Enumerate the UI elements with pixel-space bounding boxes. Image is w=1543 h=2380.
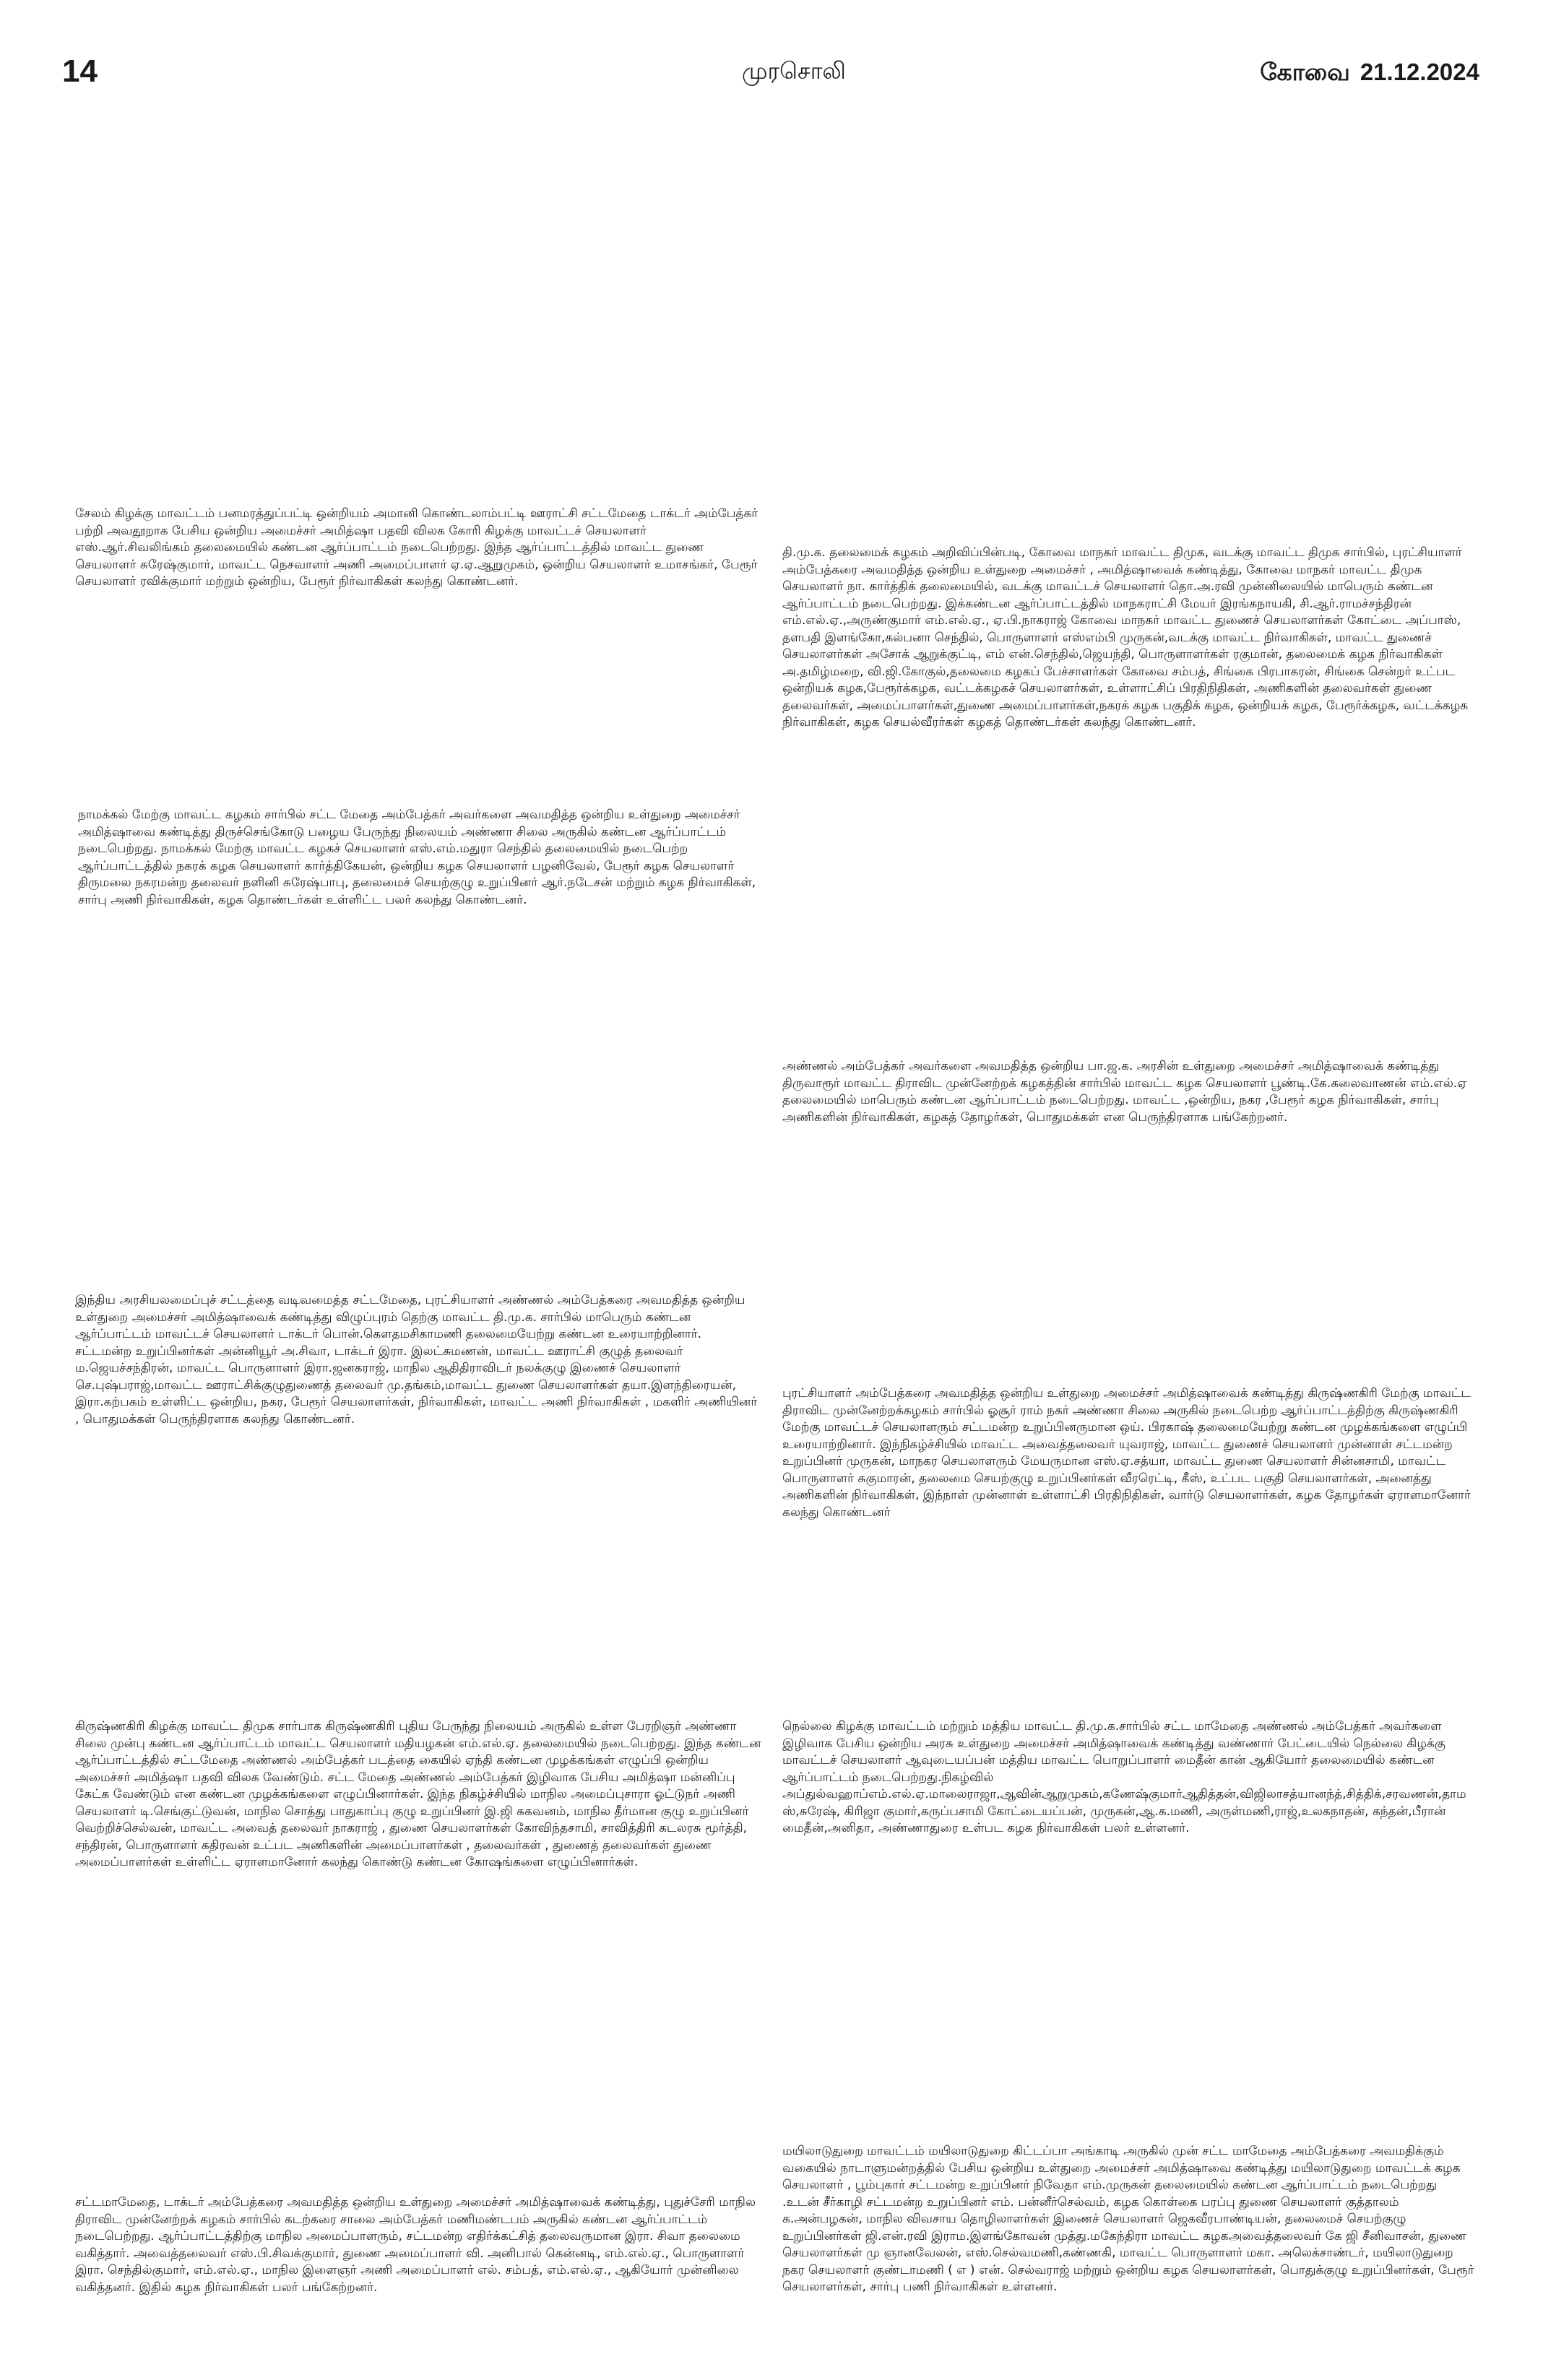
news-item-villupuram: இந்திய அரசியலமைப்புச் சட்டத்தை வடிவமைத்த சட்டமேதை, புரட்சியாளர் அண்ணல் அம்பேத்கரை அவமதித்த ஒன்றிய உள்துறை அமைச்சர் அமித்ஷாவைக் கண்டித்து விழுப்புரம் தெற்கு மாவட்ட தி.மு.க. சார்பில் மாபெரும் கண்டன ஆர்ப்பாட்டம் மாவட்டச் செயலாளர் டாக்டர் பொன்.கௌதமசிகாமணி தலைமையேற்று கண்டன உரையாற்றினார். சட்டமன்ற உறுப்பினர்கள் அன்னியூர் அ.சிவா, டாக்டர் இரா. இலட்சுமணன், மாவட்ட ஊராட்சி குழுத் தலைவர் ம.ஜெயச்சந்திரன், மாவட்ட பொருளாளர் இரா.ஜனகராஜ், மாநில ஆதிதிராவிடர் நலக்குழு இணைச் செயலாளர் செ.புஷ்பராஜ்,மாவட்ட ஊராட்சிக்குழுதுணைத் தலைவர் மு.தங்கம்,மாவட்ட துணை செயலாளர்கள் தயா.இளந்திரையன், இரா.கற்பகம் உள்ளிட்ட ஒன்றிய, நகர, பேரூர் செயலாளர்கள், நிர்வாகிகள், மாவட்ட அணி நிர்வாகிகள் , மகளிர் அணியினர் , பொதுமக்கள் பெருந்திரளாக கலந்து கொண்டனர்.	[75, 1293, 758, 1427]
page-number: 14	[62, 53, 98, 89]
news-item-namakkal: நாமக்கல் மேற்கு மாவட்ட கழகம் சார்பில் சட்ட மேதை அம்பேத்கர் அவர்களை அவமதித்த ஒன்றிய உள்துறை அமைச்சர் அமித்ஷாவை கண்டித்து திருச்செங்கோடு பழைய பேருந்து நிலையம் அண்ணா சிலை அருகில் கண்டன ஆர்ப்பாட்டம் நடைபெற்றது. நாமக்கல் மேற்கு மாவட்ட கழகச் செயலாளர் எஸ்.எம்.மதுரா செந்தில் தலைமையில் நடைபெற்ற ஆர்ப்பாட்டத்தில் நகரக் கழக செயலாளர் கார்த்திகேயன், ஒன்றிய கழக செயலாளர் பழனிவேல், பேரூர் கழக செயலாளர் திருமலை நகரமன்ற தலைவர் நளினி சுரேஷ்பாபு, தலைமைச் செயற்குழு உறுப்பினர் ஆர்.நடேசன் மற்றும் கழக நிர்வாகிகள், சார்பு அணி நிர்வாகிகள், கழக தொண்டர்கள் உள்ளிட்ட பலர் கலந்து கொண்டனர்.	[78, 808, 756, 907]
news-item-salem: சேலம் கிழக்கு மாவட்டம் பனமரத்துப்பட்டி ஒன்றியம் அமானி கொண்டலாம்பட்டி ஊராட்சி சட்டமேதை டாக்டர் அம்பேத்கர் பற்றி அவதூறாக பேசிய ஒன்றிய அமைச்சர் அமித்ஷா பதவி விலக கோரி கிழக்கு மாவட்டச் செயலாளர் எஸ்.ஆர்.சிவலிங்கம் தலைமையில் கண்டன ஆர்ப்பாட்டம் நடைபெற்றது. இந்த ஆர்ப்பாட்டத்தில் மாவட்ட துணை செயலாளர் சுரேஷ்குமார், மாவட்ட நெசவாளர் அணி அமைப்பாளர் ஏ.ஏ.ஆறுமுகம், ஒன்றிய செயலாளர் உமாசங்கர், பேரூர் செயலாளர் ரவிக்குமார் மற்றும் ஒன்றிய, பேரூர் நிர்வாகிகள் கலந்து கொண்டனர்.	[75, 506, 758, 589]
news-item-puducherry: சட்டமாமேதை, டாக்டர் அம்பேத்கரை அவமதித்த ஒன்றிய உள்துறை அமைச்சர் அமித்ஷாவைக் கண்டித்து, புதுச்சேரி மாநில திராவிட முன்னேற்றக் கழகம் சார்பில் கடற்கரை சாலை அம்பேத்கர் மணிமண்டபம் அருகில் கண்டன ஆர்ப்பாட்டம் நடைபெற்றது. ஆர்ப்பாட்டத்திற்கு மாநில அமைப்பாளரும், சட்டமன்ற எதிர்க்கட்சித் தலைவருமான இரா. சிவா தலைமை வகித்தார். அவைத்தலைவர் எஸ்.பி.சிவக்குமார், துணை அமைப்பாளர் வி. அனிபால் கென்னடி, எம்.எல்.ஏ., பொருளாளர் இரா. செந்தில்குமார், எம்.எல்.ஏ., மாநில இளைஞர் அணி அமைப்பாளர் எல். சம்பத், எம்.எல்.ஏ., ஆகியோர் முன்னிலை வகித்தனர். இதில் கழக நிர்வாகிகள் பலர் பங்கேற்றனர்.	[75, 2195, 756, 2295]
news-item-krishnagiri: கிருஷ்ணகிரி கிழக்கு மாவட்ட திமுக சார்பாக கிருஷ்ணகிரி புதிய பேருந்து நிலையம் அருகில் உள்ள பேரறிஞர் அண்ணா சிலை முன்பு கண்டன ஆர்ப்பாட்டம் மாவட்ட செயலாளர் மதியழகன் எம்.எல்.ஏ. தலைமையில் நடைபெற்றது. இந்த கண்டன ஆர்ப்பாட்டத்தில் சட்டமேதை அண்ணல் அம்பேத்கர் படத்தை கையில் ஏந்தி கண்டன முழக்கங்கள் எழுப்பி ஒன்றிய அமைச்சர் அமித்ஷா பதவி விலக வேண்டும். சட்ட மேதை அண்ணல் அம்பேத்கர் இழிவாக பேசிய அமித்ஷா மன்னிப்பு கேட்க வேண்டும் என கண்டன முழக்கங்களை எழுப்பினார்கள். இந்த நிகழ்ச்சியில் மாநில அமைப்புசாரா ஓட்டுநர் அணி செயலாளர் டி.செங்குட்டுவன், மாநில சொத்து பாதுகாப்பு குழு உறுப்பினர் இ.ஜி சுகவனம், மாநில தீர்மான குழு உறுப்பினர் வெற்றிச்செல்வன், மாவட்ட அவைத் தலைவர் நாகராஜ் , துணை செயலாளர்கள் கோவிந்தசாமி, சாவித்திரி கடலரசு மூர்த்தி, சந்திரன், பொருளாளர் கதிரவன் உட்பட அணிகளின் அமைப்பாளர்கள் , தலைவர்கள் , துணைத் தலைவர்கள் துணை அமைப்பாளர்கள் உள்ளிட்ட ஏராளமானோர் கலந்து கொண்டு கண்டன கோஷங்களை எழுப்பினார்கள்.	[75, 1719, 761, 1869]
news-item-thiruvarur: அண்ணல் அம்பேத்கர் அவர்களை அவமதித்த ஒன்றிய பா.ஜ.க. அரசின் உள்துறை அமைச்சர் அமித்ஷாவைக் கண்டித்து திருவாரூர் மாவட்ட திராவிட முன்னேற்றக் கழகத்தின் சார்பில் மாவட்ட கழக செயலாளர் பூண்டி.கே.கலைவாணன் எம்.எல்.ஏ தலைமையில் மாபெரும் கண்டன ஆர்ப்பாட்டம் நடைபெற்றது. மாவட்ட ,ஒன்றிய, நகர ,பேரூர் கழக நிர்வாகிகள், சார்பு அணிகளின் நிர்வாகிகள், கழகத் தோழர்கள், பொதுமக்கள் என பெருந்திரளாக பங்கேற்றனர்.	[782, 1059, 1467, 1125]
edition-name: கோவை	[1260, 59, 1350, 85]
news-item-hosur: புரட்சியாளர் அம்பேத்கரை அவமதித்த ஒன்றிய உள்துறை அமைச்சர் அமித்ஷாவைக் கண்டித்து கிருஷ்ணகிரி மேற்கு மாவட்ட திராவிட முன்னேற்றக்கழகம் சார்பில் ஓசூர் ராம் நகர் அண்ணா சிலை அருகில் நடைபெற்ற ஆர்ப்பாட்டத்திற்கு கிருஷ்ணகிரி மேற்கு மாவட்டச் செயலாளரும் சட்டமன்ற உறுப்பினருமான ஒய். பிரகாஷ் தலைமையேற்று கண்டன முழக்கங்களை எழுப்பி உரையாற்றினார். இந்நிகழ்ச்சியில் மாவட்ட அவைத்தலைவர் யுவராஜ், மாவட்ட துணைச் செயலாளர் முன்னாள் சட்டமன்ற உறுப்பினர் முருகன், மாநகர செயலாளரும் மேயருமான எஸ்.ஏ.சத்யா, மாவட்ட துணை செயலாளர் சின்னசாமி, மாவட்ட பொருளாளர் சுகுமாரன், தலைமை செயற்குழு உறுப்பினர்கள் வீரரெட்டி, கீஸ், உட்பட பகுதி செயலாளர்கள், அனைத்து அணிகளின் நிர்வாகிகள், இந்நாள் முன்னாள் உள்ளாட்சி பிரதிநிதிகள், வார்டு செயலாளர்கள், கழக தோழர்கள் ஏராளமானோர் கலந்து கொண்டனர்	[782, 1386, 1471, 1520]
news-item-mayiladuthurai: மயிலாடுதுறை மாவட்டம் மயிலாடுதுறை கிட்டப்பா அங்காடி அருகில் முன் சட்ட மாமேதை அம்பேத்கரை அவமதிக்கும் வகையில் நாடாளுமன்றத்தில் பேசிய ஒன்றிய உள்துறை அமைச்சர் அமித்ஷாவை கண்டித்து மயிலாடுதுறை மாவட்டக் கழக செயலாளர் , பூம்புகார் சட்டமன்ற உறுப்பினர் நிவேதா எம்.முருகன் தலைமையில் கண்டன ஆர்ப்பாட்டம் நடைபெற்றது .உடன் சீர்காழி சட்டமன்ற உறுப்பினர் எம். பன்னீர்செல்வம், கழக கொள்கை பரப்பு துணை செயலாளர் குத்தாலம் க.அன்பழகன், மாநில விவசாய தொழிலாளர்கள் இணைச் செயலாளர் ஜெகவீரபாண்டியன், தலைமைச் செயற்குழு உறுப்பினர்கள் ஜி.என்.ரவி இராம.இளங்கோவன் முத்து.மகேந்திரா மாவட்ட கழகஅவைத்தலைவர் கே ஜி சீனிவாசன், துணை செயலாளர்கள் மு ஞானவேலன், எஸ்.செல்வமணி,கண்ணகி, மாவட்ட பொருளாளர் மகா. அலெக்சாண்டர், மயிலாடுதுறை நகர செயலாளர் குண்டாமணி ( எ ) என். செல்வராஜ் மற்றும் ஒன்றிய கழக செயலாளர்கள், பொதுக்குழு உறுப்பினர்கள், பேரூர் செயலாளர்கள், சார்பு பணி நிர்வாகிகள் உள்ளனர்.	[782, 2144, 1474, 2294]
edition-dateline	[1260, 58, 1479, 87]
edition-date: 21.12.2024	[1360, 59, 1479, 85]
news-item-coimbatore: தி.மு.க. தலைமைக் கழகம் அறிவிப்பின்படி, கோவை மாநகர் மாவட்ட திமுக, வடக்கு மாவட்ட திமுக சார்பில், புரட்சியாளர் அம்பேத்கரை அவமதித்த ஒன்றிய உள்துறை அமைச்சர் , அமித்ஷாவைக் கண்டித்து, கோவை மாநகர் மாவட்ட திமுக செயலாளர் நா. கார்த்திக் தலைமையில், வடக்கு மாவட்டச் செயலாளர் தொ.அ.ரவி முன்னிலையில் மாபெரும் கண்டன ஆர்ப்பாட்டம் நடைபெற்றது. இக்கண்டன ஆர்ப்பாட்டத்தில் மாநகராட்சி மேயர் இரங்கநாயகி, சி.ஆர்.ராமச்சந்திரன் எம்.எல்.ஏ.,அருண்குமார் எம்.எல்.ஏ., ஏ.பி.நாகராஜ் கோவை மாநகர் மாவட்ட துணைச் செயலாளர்கள் கோட்டை அப்பாஸ், தளபதி இளங்கோ,கல்பனா செந்தில், பொருளாளர் எஸ்எம்பி முருகன்,வடக்கு மாவட்ட நிர்வாகிகள், மாவட்ட துணைச் செயலாளர்கள் அசோக் ஆறுக்குட்டி, எம் என்.செந்தில்,ஜெயந்தி, பொருளாளர்கள் ரகுமான், தலைமைக் கழக நிர்வாகிகள் அ.தமிழ்மறை, வி.ஜி.கோகுல்,தலைமை கழகப் பேச்சாளர்கள் கோவை சம்பத், சிங்கை பிரபாகரன், சிங்கை சென்றர் உட்பட ஒன்றியக் கழக,பேரூர்க்கழக, வட்டக்கழகச் செயலாளர்கள், உள்ளாட்சிப் பிரதிநிதிகள், அணிகளின் தலைவர்கள் துணை தலைவர்கள், அமைப்பாளர்கள்,துணை அமைப்பாளர்கள்,நகரக் கழக பகுதிக் கழக, ஒன்றியக் கழக, பேரூர்க்கழக, வட்டக்கழக நிர்வாகிகள், கழக செயல்வீரர்கள் கழகத் தொண்டர்கள் கலந்து கொண்டனர்.	[782, 545, 1469, 730]
news-item-nellai: நெல்லை கிழக்கு மாவட்டம் மற்றும் மத்திய மாவட்ட தி.மு.க.சார்பில் சட்ட மாமேதை அண்ணல் அம்பேத்கர் அவர்களை இழிவாக பேசிய ஒன்றிய அரசு உள்துறை அமைச்சர் அமித்ஷாவைக் கண்டித்து வண்ணார் பேட்டையில் நெல்லை கிழக்கு மாவட்டச் செயலாளர் ஆவுடையப்பன் மத்திய மாவட்ட பொறுப்பாளர் மைதீன் கான் ஆகியோர் தலைமையில் கண்டன ஆர்ப்பாட்டம் நடைபெற்றது.நிகழ்வில் அப்துல்வஹாப்எம்.எல்.ஏ.மாலைராஜா,ஆவின்ஆறுமுகம்,கணேஷ்குமார்ஆதித்தன்,விஜிலாசத்யானந்த்,சித்திக்,சரவணன்,தாமஸ்,சுரேஷ், கிரிஜா குமார்,கருப்பசாமி கோட்டையப்பன், முருகன்,ஆ.க.மணி, அருள்மணி,ராஜ்,உலகநாதன், கந்தன்,பீரான் மைதீன்,அனிதா, அண்ணாதுரை உள்பட கழக நிர்வாகிகள் பலர் உள்ளனர்.	[782, 1719, 1466, 1835]
masthead-title: முரசொலி	[742, 57, 846, 85]
